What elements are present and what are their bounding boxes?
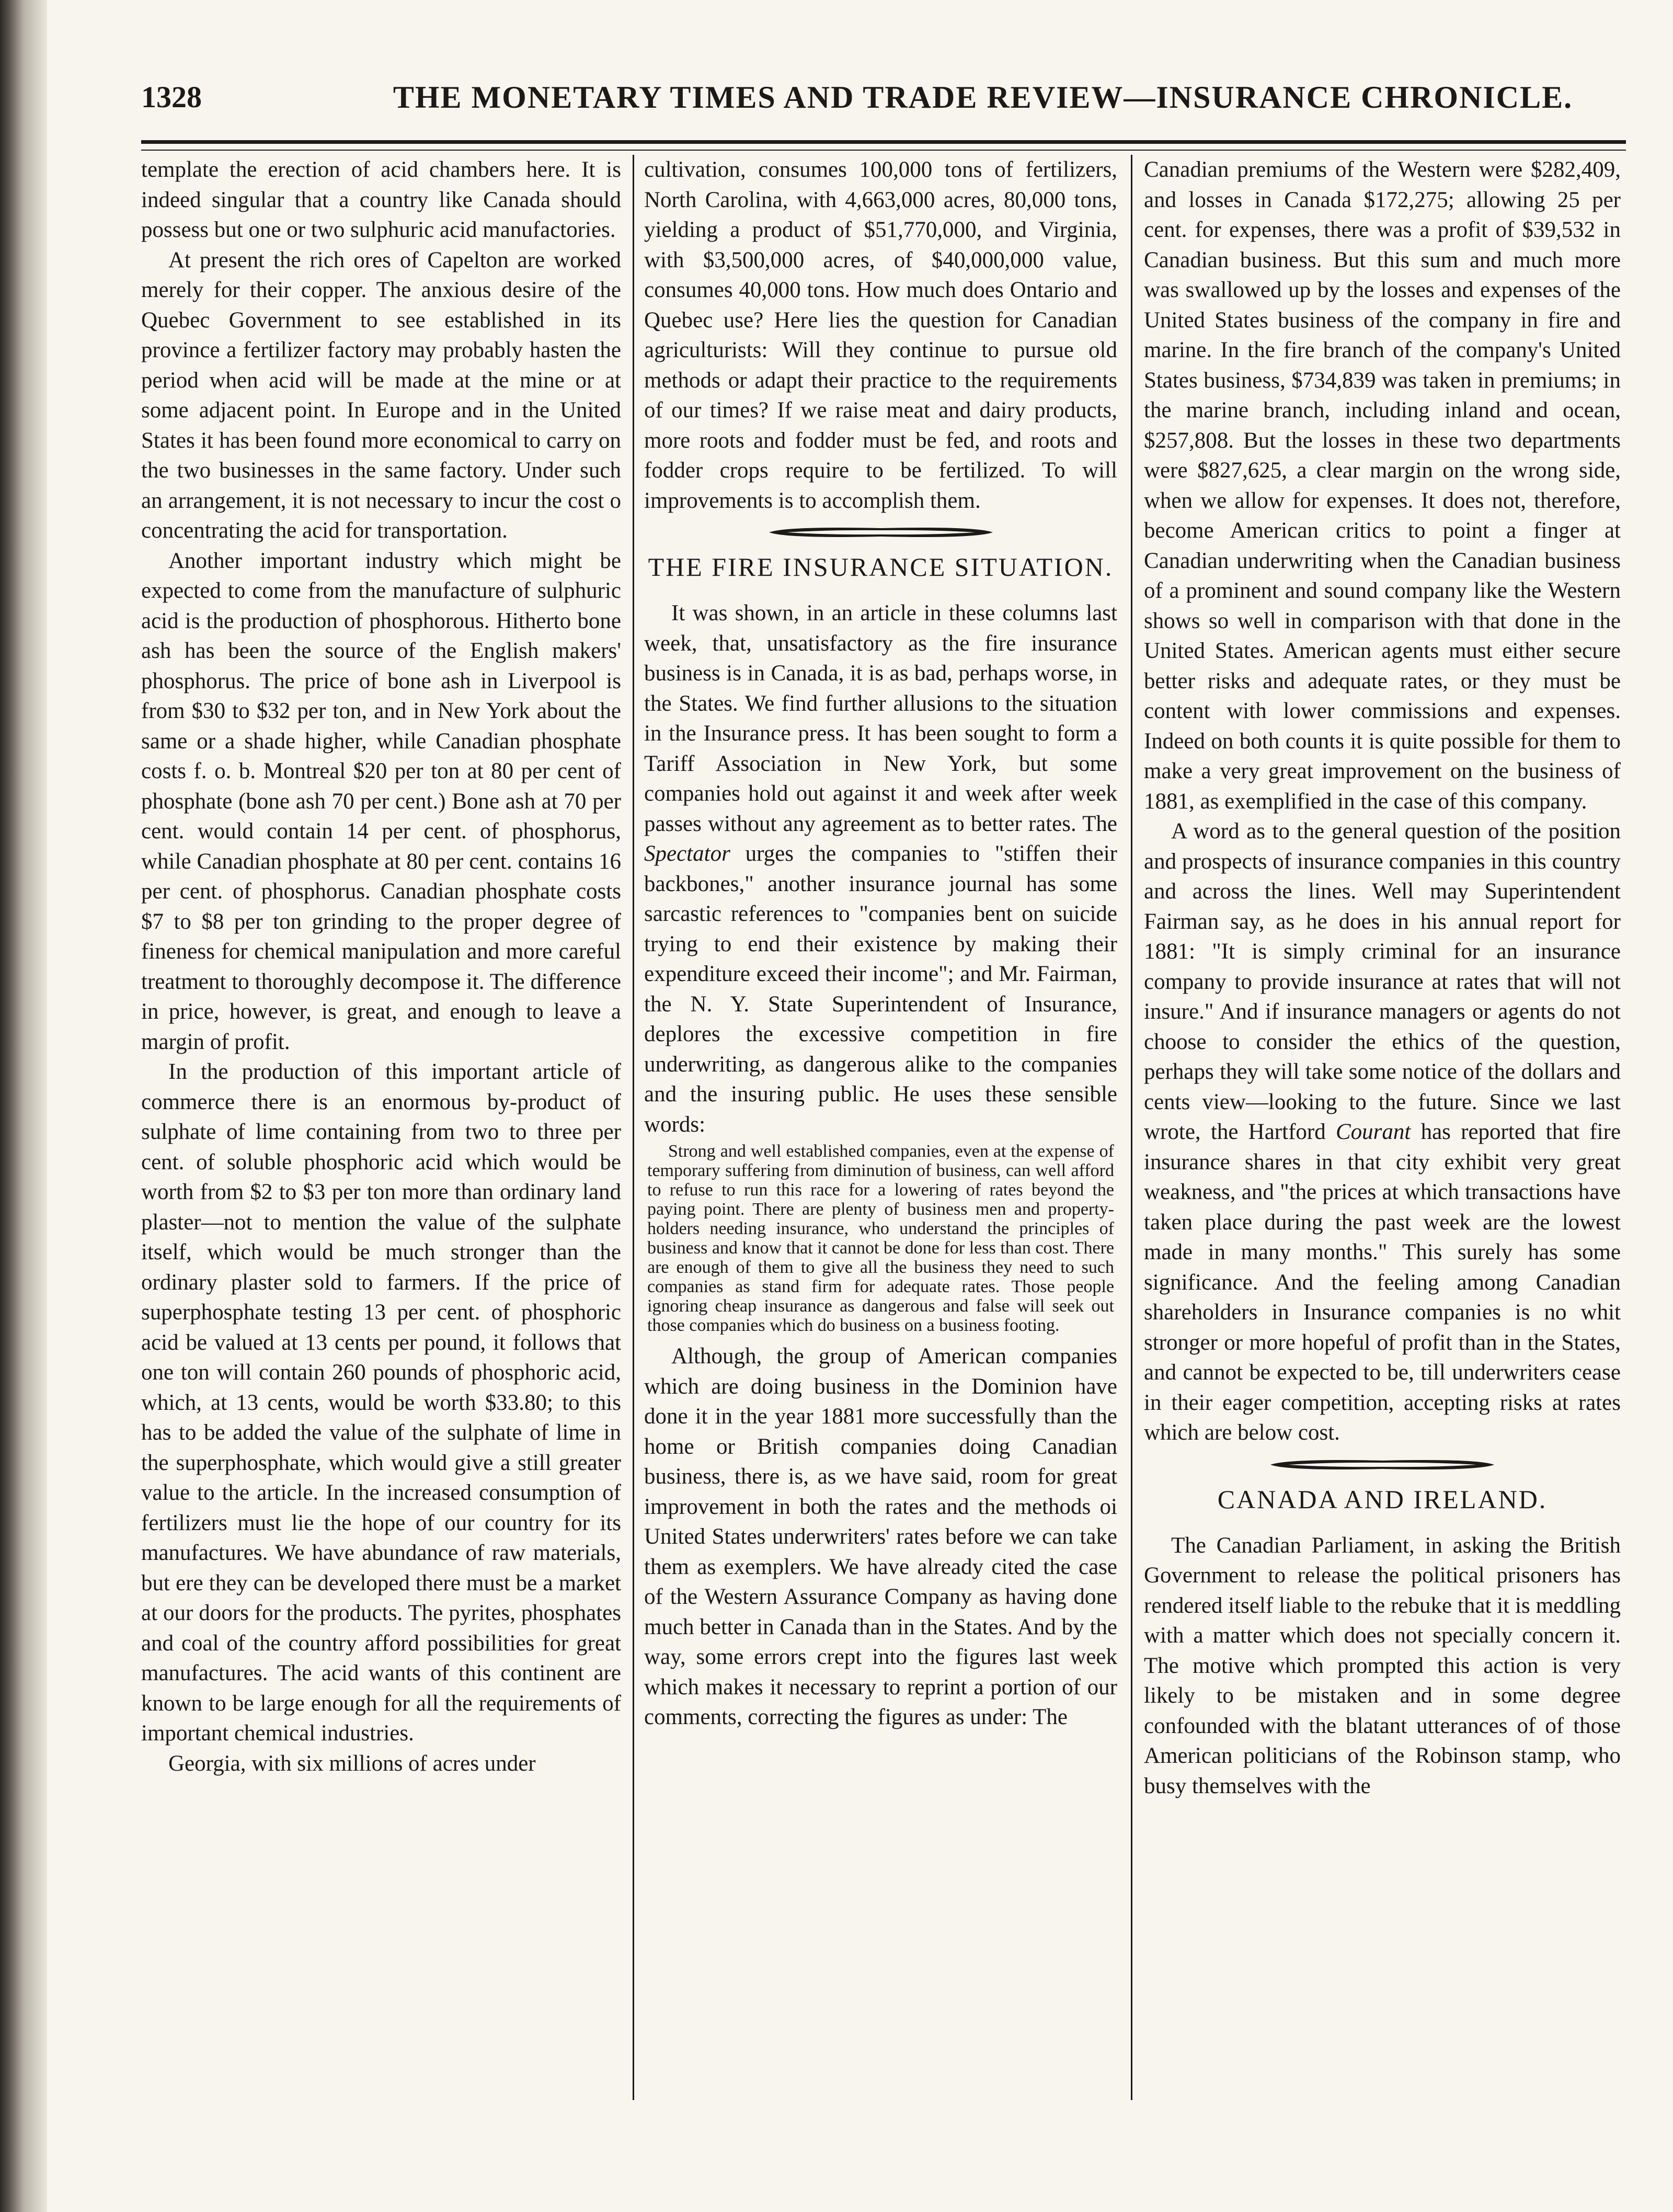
paragraph: Georgia, with six millions of acres under — [168, 1751, 536, 1776]
columns — [141, 155, 1626, 2100]
headline-fire-insurance: THE FIRE INSURANCE SITUATION. — [648, 552, 1114, 581]
column-2 — [644, 155, 1117, 2100]
header-rule-thick — [141, 140, 1626, 144]
text-run: It was shown, in an article in these columns last week, that, unsatisfactory as the fire insurance business is in Canada, it is as bad, perhaps worse, in the States. We find further allusions to the situation in the Insurance press. It has been sought to form a Tariff Association in New York, but some companies hold out against it and week after week passes without any agreement as to better rates. The — [644, 601, 1117, 836]
newspaper-page — [141, 68, 1621, 1798]
column-1 — [141, 155, 621, 2100]
page-header — [141, 68, 1615, 131]
paragraph: In the production of this important article of commerce there is an enormous by-product of sulphate of lime containing from two to three per cent. of soluble phosphoric acid which would be worth from $2 to $3 per ton more than ordinary land plaster—not to mention the value of the sulphate itself, which would be much stronger than the ordinary plaster sold to farmers. If the price of superphosphate testing 13 per cent. of phosphoric acid be valued at 13 cents per pound, it follows that one ton will contain 260 pounds of phosphoric acid, which, at 13 cents, would be worth $33.80; to this has to be added the value of the sulphate of lime in the superphosphate, which would give a still greater value to the article. In the increased consumption of fertilizers must lie the hope of our country for its manufactures. We have abundance of raw materials, but ere they can be developed there must be a market at our doors for the products. The pyrites, phosphates and coal of the country afford possibilities for great manufactures. The acid wants of this continent are known to be large enough for all the requirements of important chemical industries. — [141, 1059, 621, 1746]
column-3 — [1144, 155, 1621, 2100]
ornament-rule-icon — [1267, 1456, 1497, 1474]
page-number: 1328 — [141, 80, 202, 114]
ornament-rule-icon — [766, 523, 996, 541]
header-rule-thin — [141, 150, 1626, 151]
paragraph: At present the rich ores of Capelton are worked merely for their copper. The anxious desire of the Quebec Government to see established in its province a fertilizer factory may probably hasten the period when acid will be made at the mine or at some adjacent point. In Europe and in the United States it has been found more economical to carry on the two businesses in the same factory. Under such an arrangement, it is not necessary to incur the cost o concentrating the acid for transportation. — [141, 247, 621, 543]
block-quote: Strong and well established companies, even at the expense of temporary suffering from diminution of business, can well afford to refuse to run this race for a lowering of rates beyond the paying point. There are plenty of business men and property-holders needing insurance, who understand the principles of business and know that it cannot be done for less than cost. There are enough of them to give all the business they need to such companies as stand firm for adequate rates. Those people ignoring cheap insurance as dangerous and false will seek out those companies which do business on a business footing. — [647, 1142, 1114, 1335]
section-ornament — [1144, 1448, 1621, 1481]
paragraph — [644, 598, 1117, 1139]
paragraph: cultivation, consumes 100,000 tons of fertilizers, North Carolina, with 4,663,000 acres, 80,000 tons, yielding a product of $51,770,000, and Virginia, with $3,500,000 acres, of $40,000,000 value, consumes 40,000 tons. How much does Ontario and Quebec use? Here lies the question for Canadian agriculturists: Will they continue to pursue old methods or adapt their practice to the requirements of our times? If we raise meat and dairy products, more roots and fodder must be fed, and roots and fodder crops require to be fertilized. To will improvements is to accomplish them. — [644, 157, 1117, 513]
headline-canada-ireland: CANADA AND IRELAND. — [1217, 1484, 1548, 1514]
paragraph: Canadian premiums of the Western were $282,409, and losses in Canada $172,275; allowing 25 per cent. for expenses, there was a profit of $39,532 in Canadian business. But this sum and much more was swallowed up by the losses and expenses of the United States business of the company in fire and marine. In the fire branch of the company's United States business, $734,839 was taken in premiums; in the marine branch, including inland and ocean, $257,808. But the losses in these two departments were $827,625, a clear margin on the wrong side, when we allow for expenses. It does not, therefore, become American critics to point a finger at Canadian underwriting when the Canadian business of a prominent and sound company like the Western shows so well in comparison with that done in the United States. American agents must either secure better risks and adequate rates, or they must be content with lower commissions and expenses. Indeed on both counts it is quite possible for them to make a very great improvement on the business of 1881, as exemplified in the case of this company. — [1144, 157, 1621, 814]
section-ornament — [644, 516, 1117, 549]
italic-title: Spectator — [644, 841, 730, 866]
column-rule — [1131, 155, 1132, 2100]
italic-title: Courant — [1335, 1120, 1411, 1144]
text-run: A word as to the general question of the position and prospects of insurance companies in this country and across the lines. Well may Superintendent Fairman say, as he does in his annual report for 1881: "It is simply criminal for an insurance company to provide insurance at rates that will not insure." And if insurance managers or agents do not choose to consider the ethics of the question, perhaps they will take some notice of the dollars and cents view—looking to the future. Since we last wrote, the Hartford — [1144, 819, 1621, 1144]
paragraph: Although, the group of American companies which are doing business in the Dominion have done it in the year 1881 more successfully than the home or British companies doing Canadian business, there is, as we have said, room for great improvement in both the rates and the methods oi United States underwriters' rates before we can take them as exemplers. We have already cited the case of the Western Assurance Company as having done much better in Canada than in the States. And by the way, some errors crept into the figures last week which makes it necessary to reprint a portion of our comments, correcting the figures as under: The — [644, 1344, 1117, 1729]
running-head: THE MONETARY TIMES AND TRADE REVIEW—INSURANCE CHRONICLE. — [393, 80, 1573, 115]
paragraph — [1144, 816, 1621, 1448]
text-run: has reported that fire insurance shares in that city exhibit very great weakness, and "the prices at which transactions have taken place during the past week are the lowest made in many months." This surely has some significance. And the feeling among Canadian shareholders in Insurance companies is no whit stronger or more hopeful of profit than in the States, and cannot be expected to be, till underwriters cease in their eager competition, accepting risks at rates which are below cost. — [1144, 1120, 1621, 1445]
paragraph: Another important industry which might be expected to come from the manufacture of sulphuric acid is the production of phosphorous. Hitherto bone ash has been the source of the English makers' phosphorus. The price of bone ash in Liverpool is from $30 to $32 per ton, and in New York about the same or a shade higher, while Canadian phosphate costs f. o. b. Montreal $20 per ton at 80 per cent of phosphate (bone ash 70 per cent.) Bone ash at 70 per cent. would contain 14 per cent. of phosphorus, while Canadian phosphate at 80 per cent. contains 16 per cent. of phosphorus. Canadian phosphate costs $7 to $8 per ton grinding to the proper degree of fineness for chemical manipulation and more careful treatment to thoroughly decompose it. The difference in price, however, is great, and enough to leave a margin of profit. — [141, 548, 621, 1054]
text-run: urges the companies to "stiffen their backbones," another insurance journal has some sarcastic references to "companies bent on suicide trying to end their existence by making their expenditure exceed their income"; and Mr. Fairman, the N. Y. State Superintendent of Insurance, deplores the excessive competition in fire underwriting, as dangerous alike to the companies and the insuring public. He uses these sensible words: — [644, 841, 1117, 1137]
binding-shadow — [0, 0, 47, 2212]
paragraph: The Canadian Parliament, in asking the British Government to release the political prisoners has rendered itself liable to the rebuke that it is meddling with a matter which does not specially concern it. The motive which prompted this action is very likely to be mistaken and in some degree confounded with the blatant utterances of of those American politicians of the Robinson stamp, who busy themselves with the — [1144, 1533, 1621, 1798]
column-rule — [633, 155, 634, 2100]
paragraph: template the erection of acid chambers here. It is indeed singular that a country like Canada should possess but one or two sulphuric acid manufactories. — [141, 157, 621, 242]
